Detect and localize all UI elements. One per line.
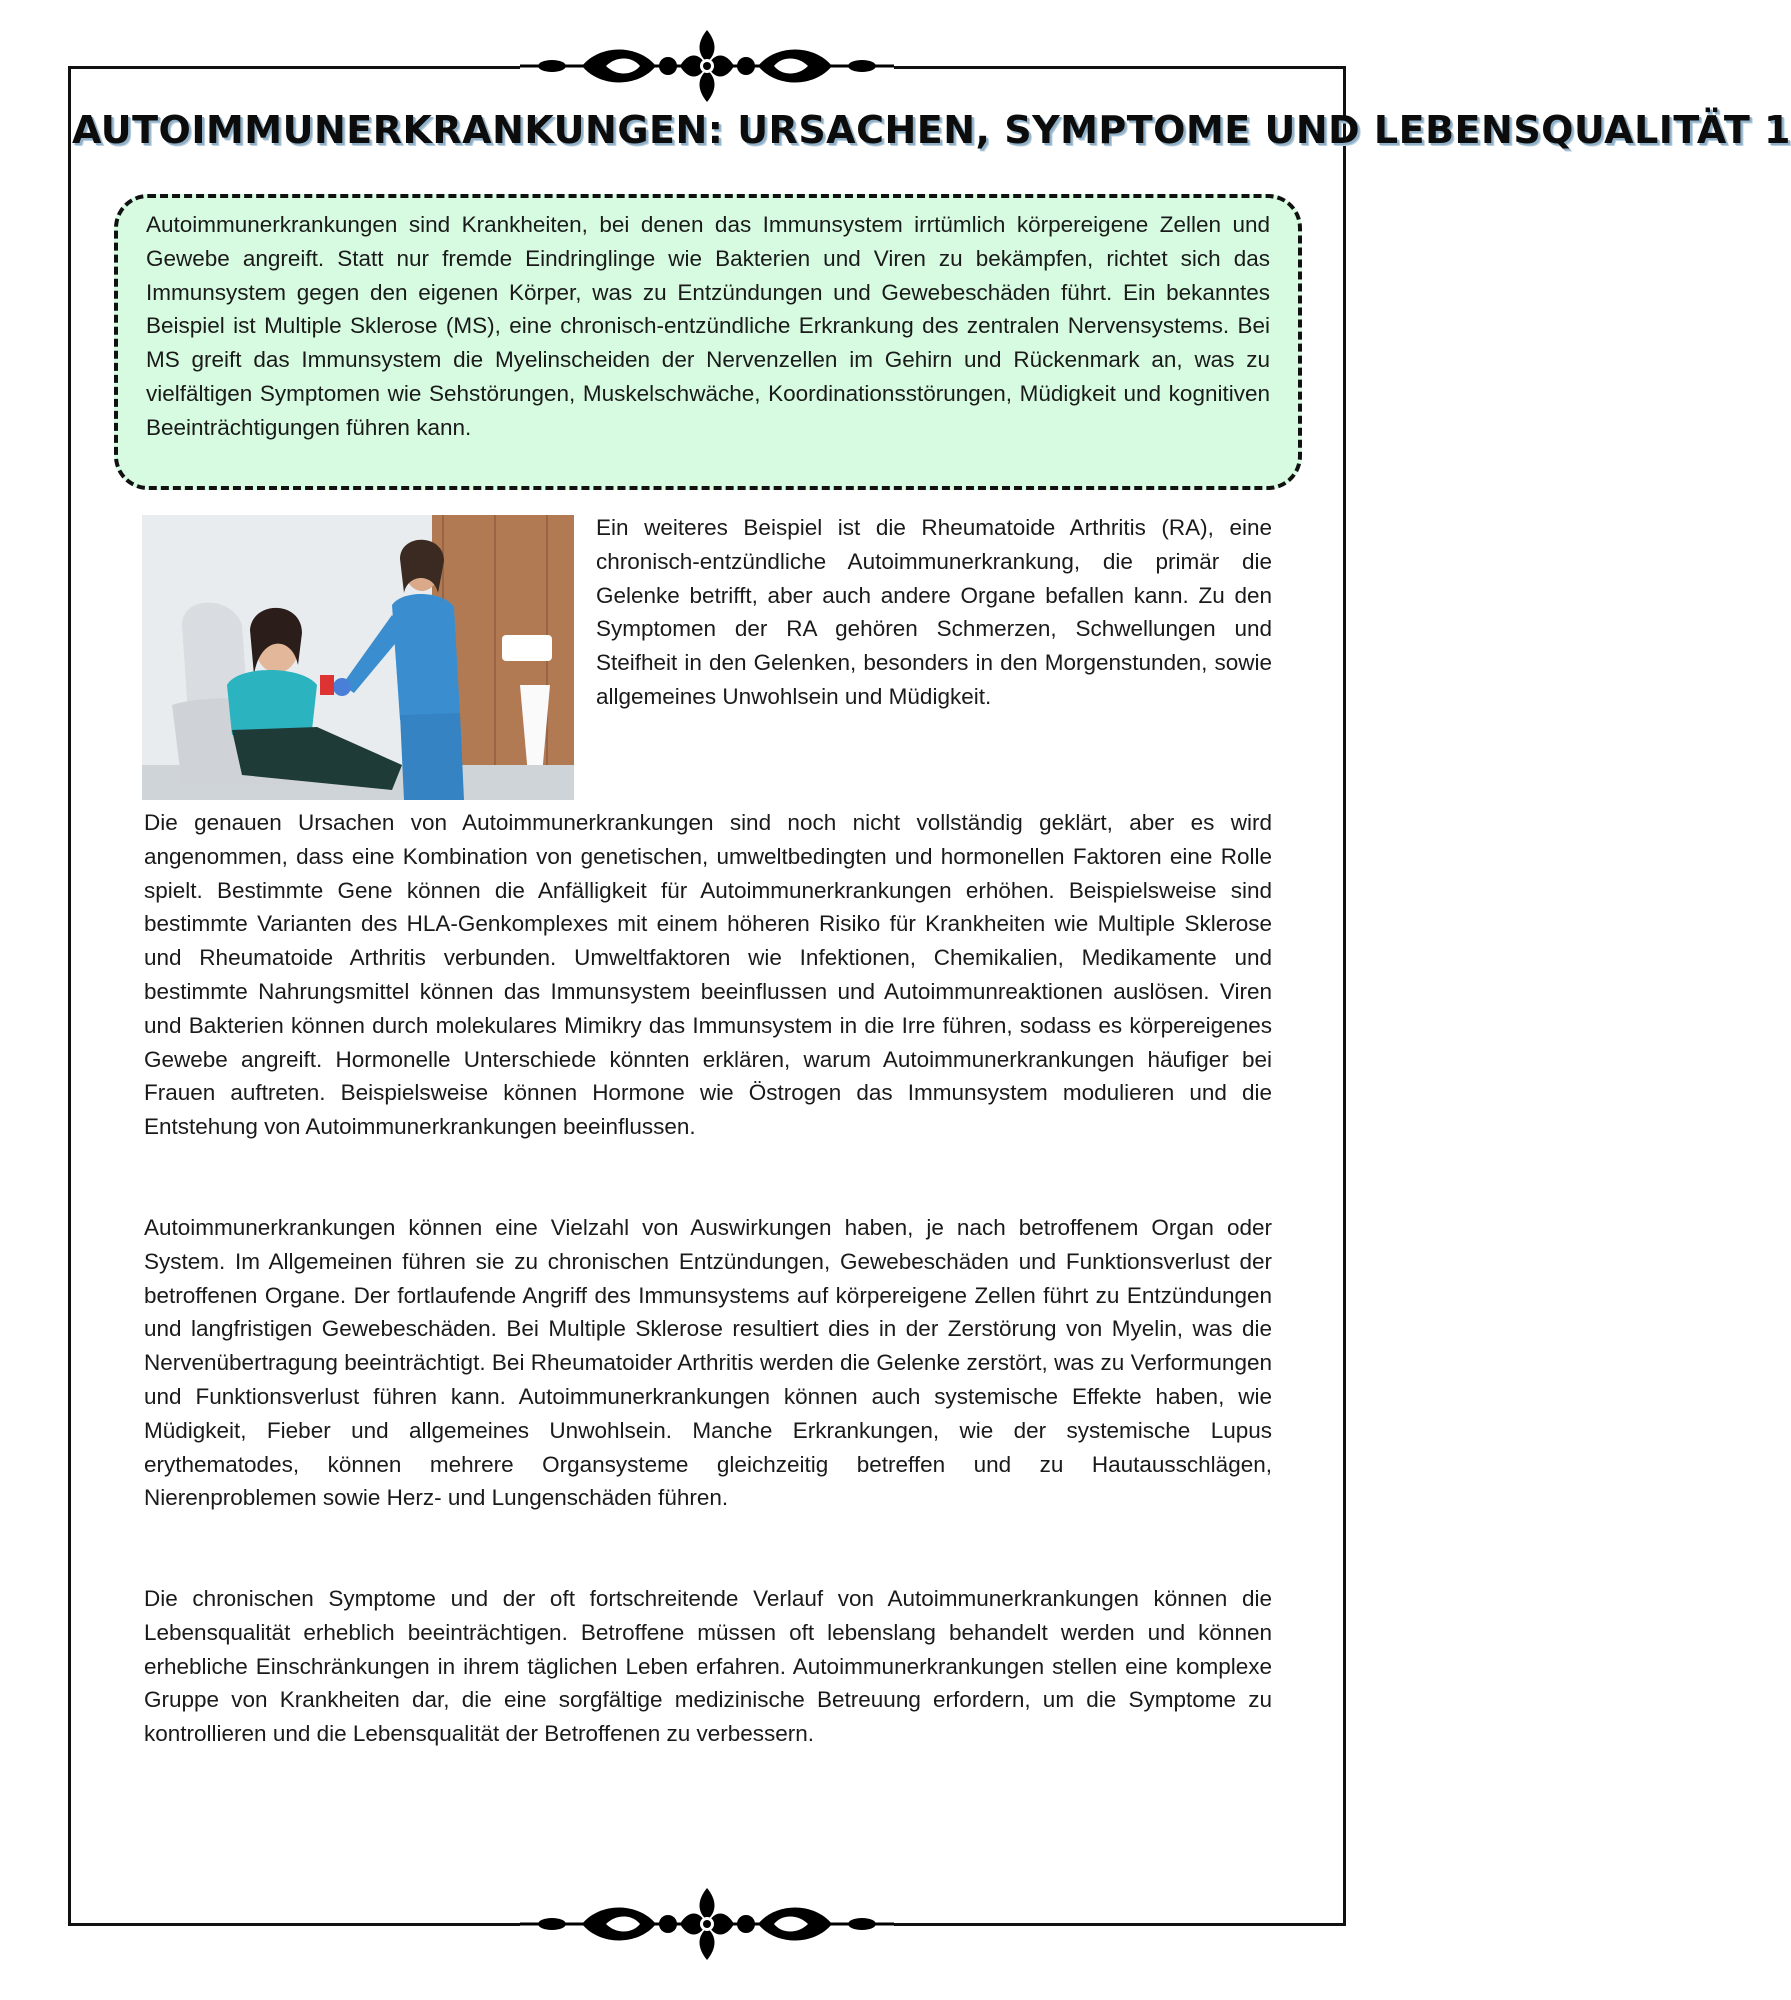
nurse-patient-photo — [142, 515, 574, 800]
intro-paragraph: Autoimmunerkrankungen sind Krankheiten, bei denen das Immunsystem irrtümlich körpereigene Zellen und Gewebe angreift. Statt nur fremde Eindringlinge wie Bakterien und Viren zu bekämpfen, richtet sich das Immunsystem gegen den eigenen Körper, was zu Entzündungen und Gewebeschäden führt. Ein bekanntes Beispiel ist Multiple Sklerose (MS), eine chronisch-entzündliche Erkrankung des zentralen Nervensystems. Bei MS greift das Immunsystem die Myelinscheiden der Nervenzellen im Gehirn und Rückenmark an, was zu vielfältigen Symptomen wie Sehstörungen, Muskelschwäche, Koordinationsstörungen, Müdigkeit und kognitiven Beeinträchtigungen führen kann. — [146, 212, 1270, 440]
intro-box — [114, 194, 1302, 490]
page-title: AUTOIMMUNERKRANKUNGEN: URSACHEN, SYMPTOME UND LEBENSQUALITÄT 1 — [72, 108, 1791, 152]
bottom-ornament-icon — [520, 1884, 894, 1964]
quality-paragraph: Die chronischen Symptome und der oft fortschreitende Verlauf von Autoimmunerkrankungen können die Lebensqualität erheblich beeinträchtigen. Betroffene müssen oft lebenslang behandelt werden und können erhebliche Einschränkungen in ihrem täglichen Leben erfahren. Autoimmunerkrankungen stellen eine komplexe Gruppe von Krankheiten dar, die eine sorgfältige medizinische Betreuung erfordern, um die Symptome zu kontrollieren und die Lebensqualität der Betroffenen zu verbessern. — [144, 1586, 1272, 1747]
ra-paragraph: Ein weiteres Beispiel ist die Rheumatoide Arthritis (RA), eine chronisch-entzündliche Autoimmunerkrankung, die primär die Gelenke betrifft, aber auch andere Organe befallen kann. Zu den Symptomen der RA gehören Schmerzen, Schwellungen und Steifheit in den Gelenken, besonders in den Morgenstunden, sowie allgemeines Unwohlsein und Müdigkeit. — [596, 515, 1272, 709]
causes-paragraph: Die genauen Ursachen von Autoimmunerkrankungen sind noch nicht vollständig geklärt, aber es wird angenommen, dass eine Kombination von genetischen, umweltbedingten und hormonellen Faktoren eine Rolle spielt. Bestimmte Gene können die Anfälligkeit für Autoimmunerkrankungen erhöhen. Beispielsweise sind bestimmte Varianten des HLA-Genkomplexes mit einem höheren Risiko für Krankheiten wie Multiple Sklerose und Rheumatoide Arthritis verbunden. Umweltfaktoren wie Infektionen, Chemikalien, Medikamente und bestimmte Nahrungsmittel können das Immunsystem beeinflussen und Autoimmunreaktionen auslösen. Viren und Bakterien können durch molekulares Mimikry das Immunsystem in die Irre führen, sodass es körpereigenes Gewebe angreift. Hormonelle Unterschiede könnten erklären, warum Autoimmunerkrankungen häufiger bei Frauen auftreten. Beispielsweise können Hormone wie Östrogen das Immunsystem modulieren und die Entstehung von Autoimmunerkrankungen beeinflussen. — [144, 810, 1272, 1140]
effects-paragraph: Autoimmunerkrankungen können eine Vielzahl von Auswirkungen haben, je nach betroffenem Organ oder System. Im Allgemeinen führen sie zu chronischen Entzündungen, Gewebeschäden und Funktionsverlust der betroffenen Organe. Der fortlaufende Angriff des Immunsystems auf körpereigene Zellen führt zu Entzündungen und langfristigen Gewebeschäden. Bei Multiple Sklerose resultiert dies in der Zerstörung von Myelin, was die Nervenübertragung beeinträchtigt. Bei Rheumatoider Arthritis werden die Gelenke zerstört, was zu Verformungen und Funktionsverlust führen kann. Autoimmunerkrankungen können auch systemische Effekte haben, wie Müdigkeit, Fieber und allgemeines Unwohlsein. Manche Erkrankungen, wie der systemische Lupus erythematodes, können mehrere Organsysteme gleichzeitig betreffen und zu Hautausschlägen, Nierenproblemen sowie Herz- und Lungenschäden führen. — [144, 1215, 1272, 1511]
top-ornament-icon — [520, 26, 894, 106]
